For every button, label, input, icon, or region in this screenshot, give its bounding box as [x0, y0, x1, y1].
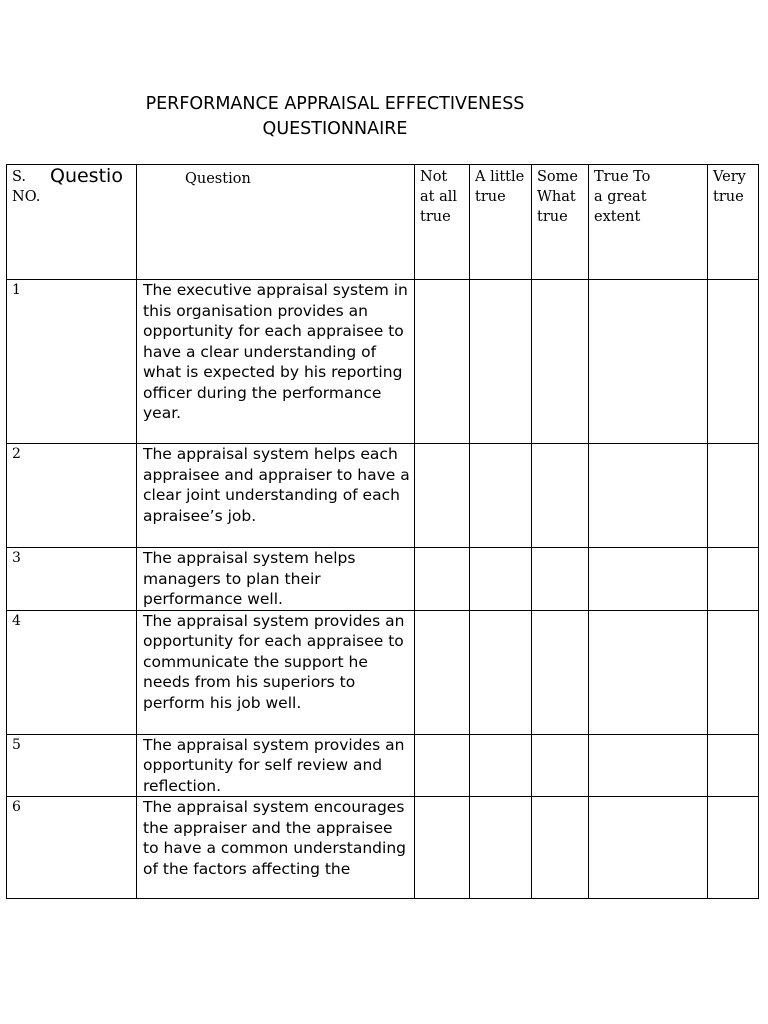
table-row [7, 548, 759, 611]
header-a-little-true: A little true [470, 165, 532, 280]
row-number: 6 [7, 797, 137, 899]
answer-cell[interactable] [532, 734, 589, 797]
table-row [7, 444, 759, 548]
answer-cell[interactable] [708, 610, 759, 734]
question-text: The appraisal system provides an opportunity for self review and reflection. [137, 734, 415, 797]
questionnaire-table [6, 164, 759, 899]
table-row [7, 797, 759, 899]
row-number: 4 [7, 610, 137, 734]
header-question: Question [137, 165, 415, 280]
question-text: The appraisal system helps managers to plan their performance well. [137, 548, 415, 611]
answer-cell[interactable] [415, 280, 470, 444]
answer-cell[interactable] [470, 444, 532, 548]
row-number: 1 [7, 280, 137, 444]
answer-cell[interactable] [589, 610, 708, 734]
answer-cell[interactable] [470, 280, 532, 444]
table-row [7, 610, 759, 734]
header-sno-label: S. NO. [12, 169, 41, 205]
answer-cell[interactable] [532, 548, 589, 611]
question-text: The executive appraisal system in this organisation provides an opportunity for each appraisee to have a clear understanding of what is expected by his reporting officer during the performance year. [137, 280, 415, 444]
answer-cell[interactable] [415, 548, 470, 611]
answer-cell[interactable] [589, 548, 708, 611]
title-line-2: QUESTIONNAIRE [262, 119, 408, 139]
header-great-extent [589, 165, 708, 280]
header-row [7, 165, 759, 280]
answer-cell[interactable] [589, 444, 708, 548]
answer-cell[interactable] [470, 797, 532, 899]
answer-cell[interactable] [708, 548, 759, 611]
answer-cell[interactable] [532, 610, 589, 734]
answer-cell[interactable] [415, 444, 470, 548]
answer-cell[interactable] [470, 610, 532, 734]
answer-cell[interactable] [470, 734, 532, 797]
answer-cell[interactable] [589, 280, 708, 444]
header-not-at-all-true: Not at all true [415, 165, 470, 280]
answer-cell[interactable] [415, 734, 470, 797]
document-title [0, 92, 670, 142]
answer-cell[interactable] [532, 797, 589, 899]
row-number: 3 [7, 548, 137, 611]
answer-cell[interactable] [708, 444, 759, 548]
answer-cell[interactable] [415, 610, 470, 734]
question-text: The appraisal system helps each appraisee and appraiser to have a clear joint understanding of each apraisee’s job. [137, 444, 415, 548]
table-row [7, 280, 759, 444]
answer-cell[interactable] [532, 444, 589, 548]
header-very-true: Very true [708, 165, 759, 280]
answer-cell[interactable] [470, 548, 532, 611]
header-somewhat-true: Some What true [532, 165, 589, 280]
answer-cell[interactable] [708, 797, 759, 899]
answer-cell[interactable] [532, 280, 589, 444]
answer-cell[interactable] [589, 734, 708, 797]
question-text: The appraisal system encourages the appraiser and the appraisee to have a common understanding of the factors affecting the [137, 797, 415, 899]
table-row [7, 734, 759, 797]
header-great-extent-label: True To a great extent [594, 169, 651, 225]
answer-cell[interactable] [708, 734, 759, 797]
answer-cell[interactable] [589, 797, 708, 899]
answer-cell[interactable] [708, 280, 759, 444]
title-line-1: PERFORMANCE APPRAISAL EFFECTIVENESS [145, 94, 525, 114]
header-question-overlay: Questio [50, 165, 123, 187]
row-number: 5 [7, 734, 137, 797]
row-number: 2 [7, 444, 137, 548]
header-sno [7, 165, 137, 280]
question-text: The appraisal system provides an opportunity for each appraisee to communicate the support he needs from his superiors to perform his job well. [137, 610, 415, 734]
answer-cell[interactable] [415, 797, 470, 899]
